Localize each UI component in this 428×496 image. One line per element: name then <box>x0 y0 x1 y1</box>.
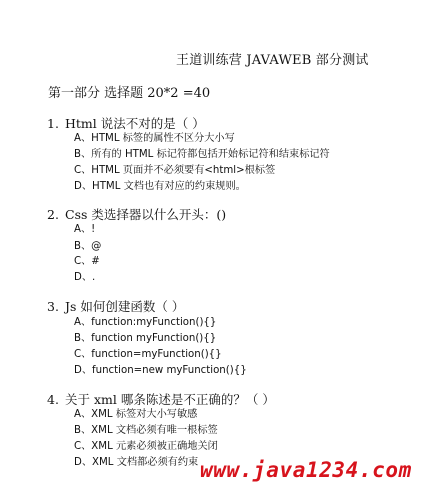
q4-option-d: D、XML 文档都必须有约束 <box>74 457 199 468</box>
q3-option-b: B、function myFunction(){} <box>74 333 217 344</box>
question-text: Js 如何创建函数（ ） <box>65 299 185 314</box>
q4-option-c: C、XML 元素必须被正确地关闭 <box>74 441 218 452</box>
question-text: Css 类选择器以什么开头：() <box>65 207 227 222</box>
q1-option-a: A、HTML 标签的属性不区分大小写 <box>74 133 235 144</box>
q2-option-b: B、@ <box>74 241 102 252</box>
q2-option-c: C、# <box>74 256 100 267</box>
watermark: www.java1234.com <box>200 458 412 482</box>
q3-option-a: A、function:myFunction(){} <box>74 317 217 328</box>
question-number: 4. <box>47 392 59 407</box>
question-number: 3. <box>47 299 59 314</box>
q1-option-c: C、HTML 页面并不必须要有<html>根标签 <box>74 165 276 176</box>
q1-option-d: D、HTML 文档也有对应的约束规则。 <box>74 181 246 192</box>
question-text: Html 说法不对的是（ ） <box>65 116 205 131</box>
q1-option-b: B、所有的 HTML 标记符都包括开始标记符和结束标记符 <box>74 149 330 160</box>
section-heading: 第一部分 选择题 20*2 =40 <box>48 86 211 101</box>
document-title: 王道训练营 JAVAWEB 部分测试 <box>176 53 369 68</box>
question-number: 1. <box>47 116 59 131</box>
question-number: 2. <box>47 207 59 222</box>
q2-option-a: A、! <box>74 224 96 235</box>
q4-option-b: B、XML 文档必须有唯一根标签 <box>74 425 218 436</box>
q2-option-d: D、. <box>74 272 96 283</box>
q3-option-c: C、function=myFunction(){} <box>74 349 222 360</box>
q3-option-d: D、function=new myFunction(){} <box>74 365 247 376</box>
q4-option-a: A、XML 标签对大小写敏感 <box>74 409 198 420</box>
question-text: 关于 xml 哪条陈述是不正确的？（ ） <box>65 392 275 407</box>
